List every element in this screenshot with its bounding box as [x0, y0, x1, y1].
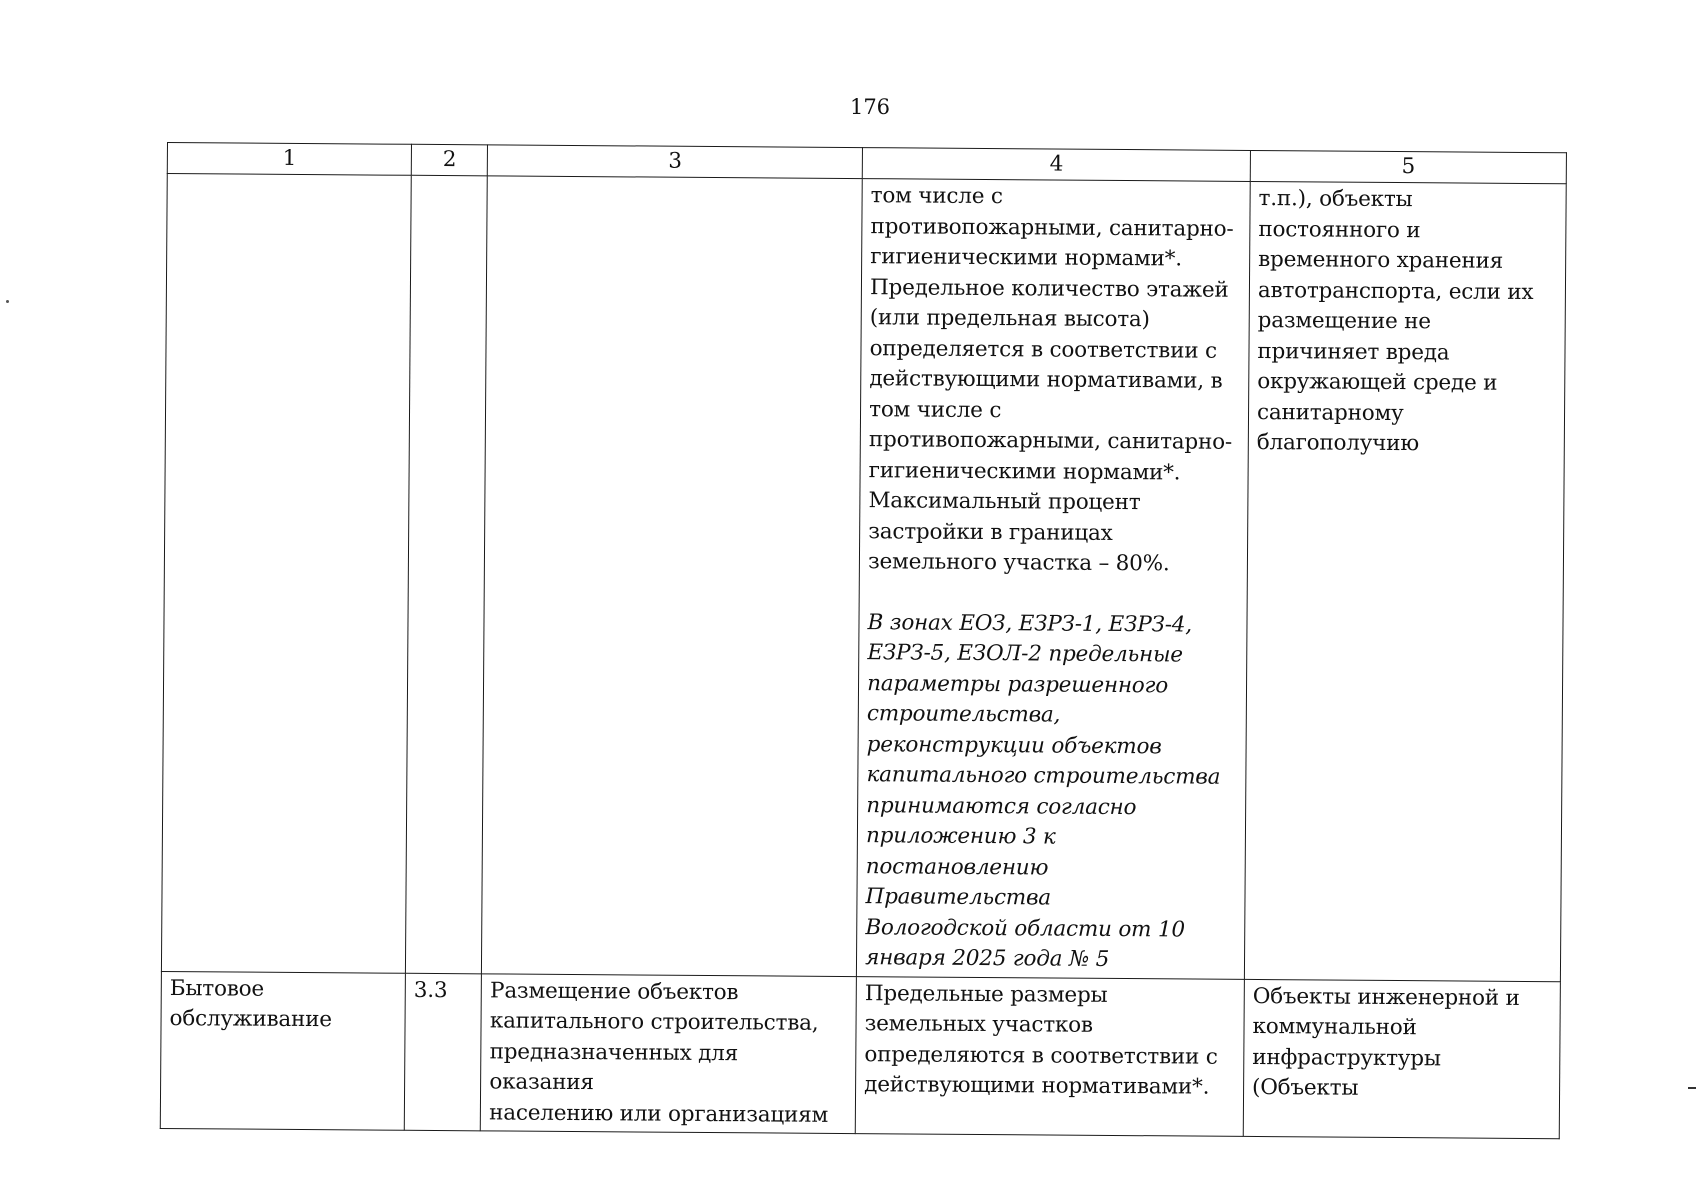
header-cell-4: 4 [862, 148, 1250, 182]
row2-description: Размещение объектов капитального строительства, предназначенных для оказания населению или организациям [489, 977, 829, 1128]
row1-col3-text [496, 178, 854, 181]
row2-parameters: Предельные размеры земельных участков определяются в соответствии с действующими нормативами*. [864, 980, 1218, 1100]
header-cell-2: 2 [411, 144, 487, 176]
row1-cell-1 [161, 174, 411, 973]
row1-col1-text [176, 176, 403, 178]
row2-auxiliary-uses: Объекты инженерной и коммунальной инфраструктуры (Объекты [1251, 983, 1520, 1101]
row2-cell-5 [1243, 979, 1560, 1139]
row2-land-use-name: Бытовое обслуживание [169, 975, 332, 1033]
scan-artifact-dash [1688, 1087, 1696, 1089]
row2-cell-1 [160, 971, 405, 1130]
row1-col4-parameters-text: том числе с противопожарными, санитарно- гигиеническими нормами*. Предельное количество этажей (или предельная высота) определяется в соответствии с действующими нормативами, в том числе с противопожарными, санитарно- гигиеническими нормами*. Максимальный процент застройки в границах земельного участка – 80%. [867, 183, 1234, 577]
row1-cell-2 [405, 175, 487, 973]
row1-cell-3 [482, 176, 863, 976]
row2-cell-4 [855, 976, 1244, 1136]
zoning-regulations-table [160, 142, 1567, 1139]
table-row [160, 971, 1560, 1139]
header-cell-3: 3 [488, 145, 863, 179]
page-number: 176 [849, 95, 891, 119]
row2-cell-2 [404, 973, 481, 1131]
row1-col4-zones-note: В зонах ЕОЗ, ЕЗРЗ-1, ЕЗРЗ-4, ЕЗРЗ-5, ЕЗОЛ-2 предельные параметры разрешенного строительства, реконструкции объектов капитального строительства принимаются согласно приложению 3 к постановлению Правительства Вологодской области от 10 января 2025 года № 5 [865, 609, 1221, 972]
table-row [161, 174, 1566, 982]
scan-artifact-dot [6, 300, 9, 303]
row2-cell-3 [481, 973, 857, 1133]
header-cell-1: 1 [167, 143, 411, 176]
row1-col5-text: т.п.), объекты постоянного и временного хранения автотранспорта, если их размещение не причиняет вреда окружающей среде и санитарному благополучию [1256, 186, 1534, 457]
row1-cell-4 [857, 179, 1251, 979]
row1-cell-5 [1244, 181, 1566, 981]
row2-code: 3.3 [413, 977, 448, 1003]
header-cell-5: 5 [1250, 150, 1566, 183]
